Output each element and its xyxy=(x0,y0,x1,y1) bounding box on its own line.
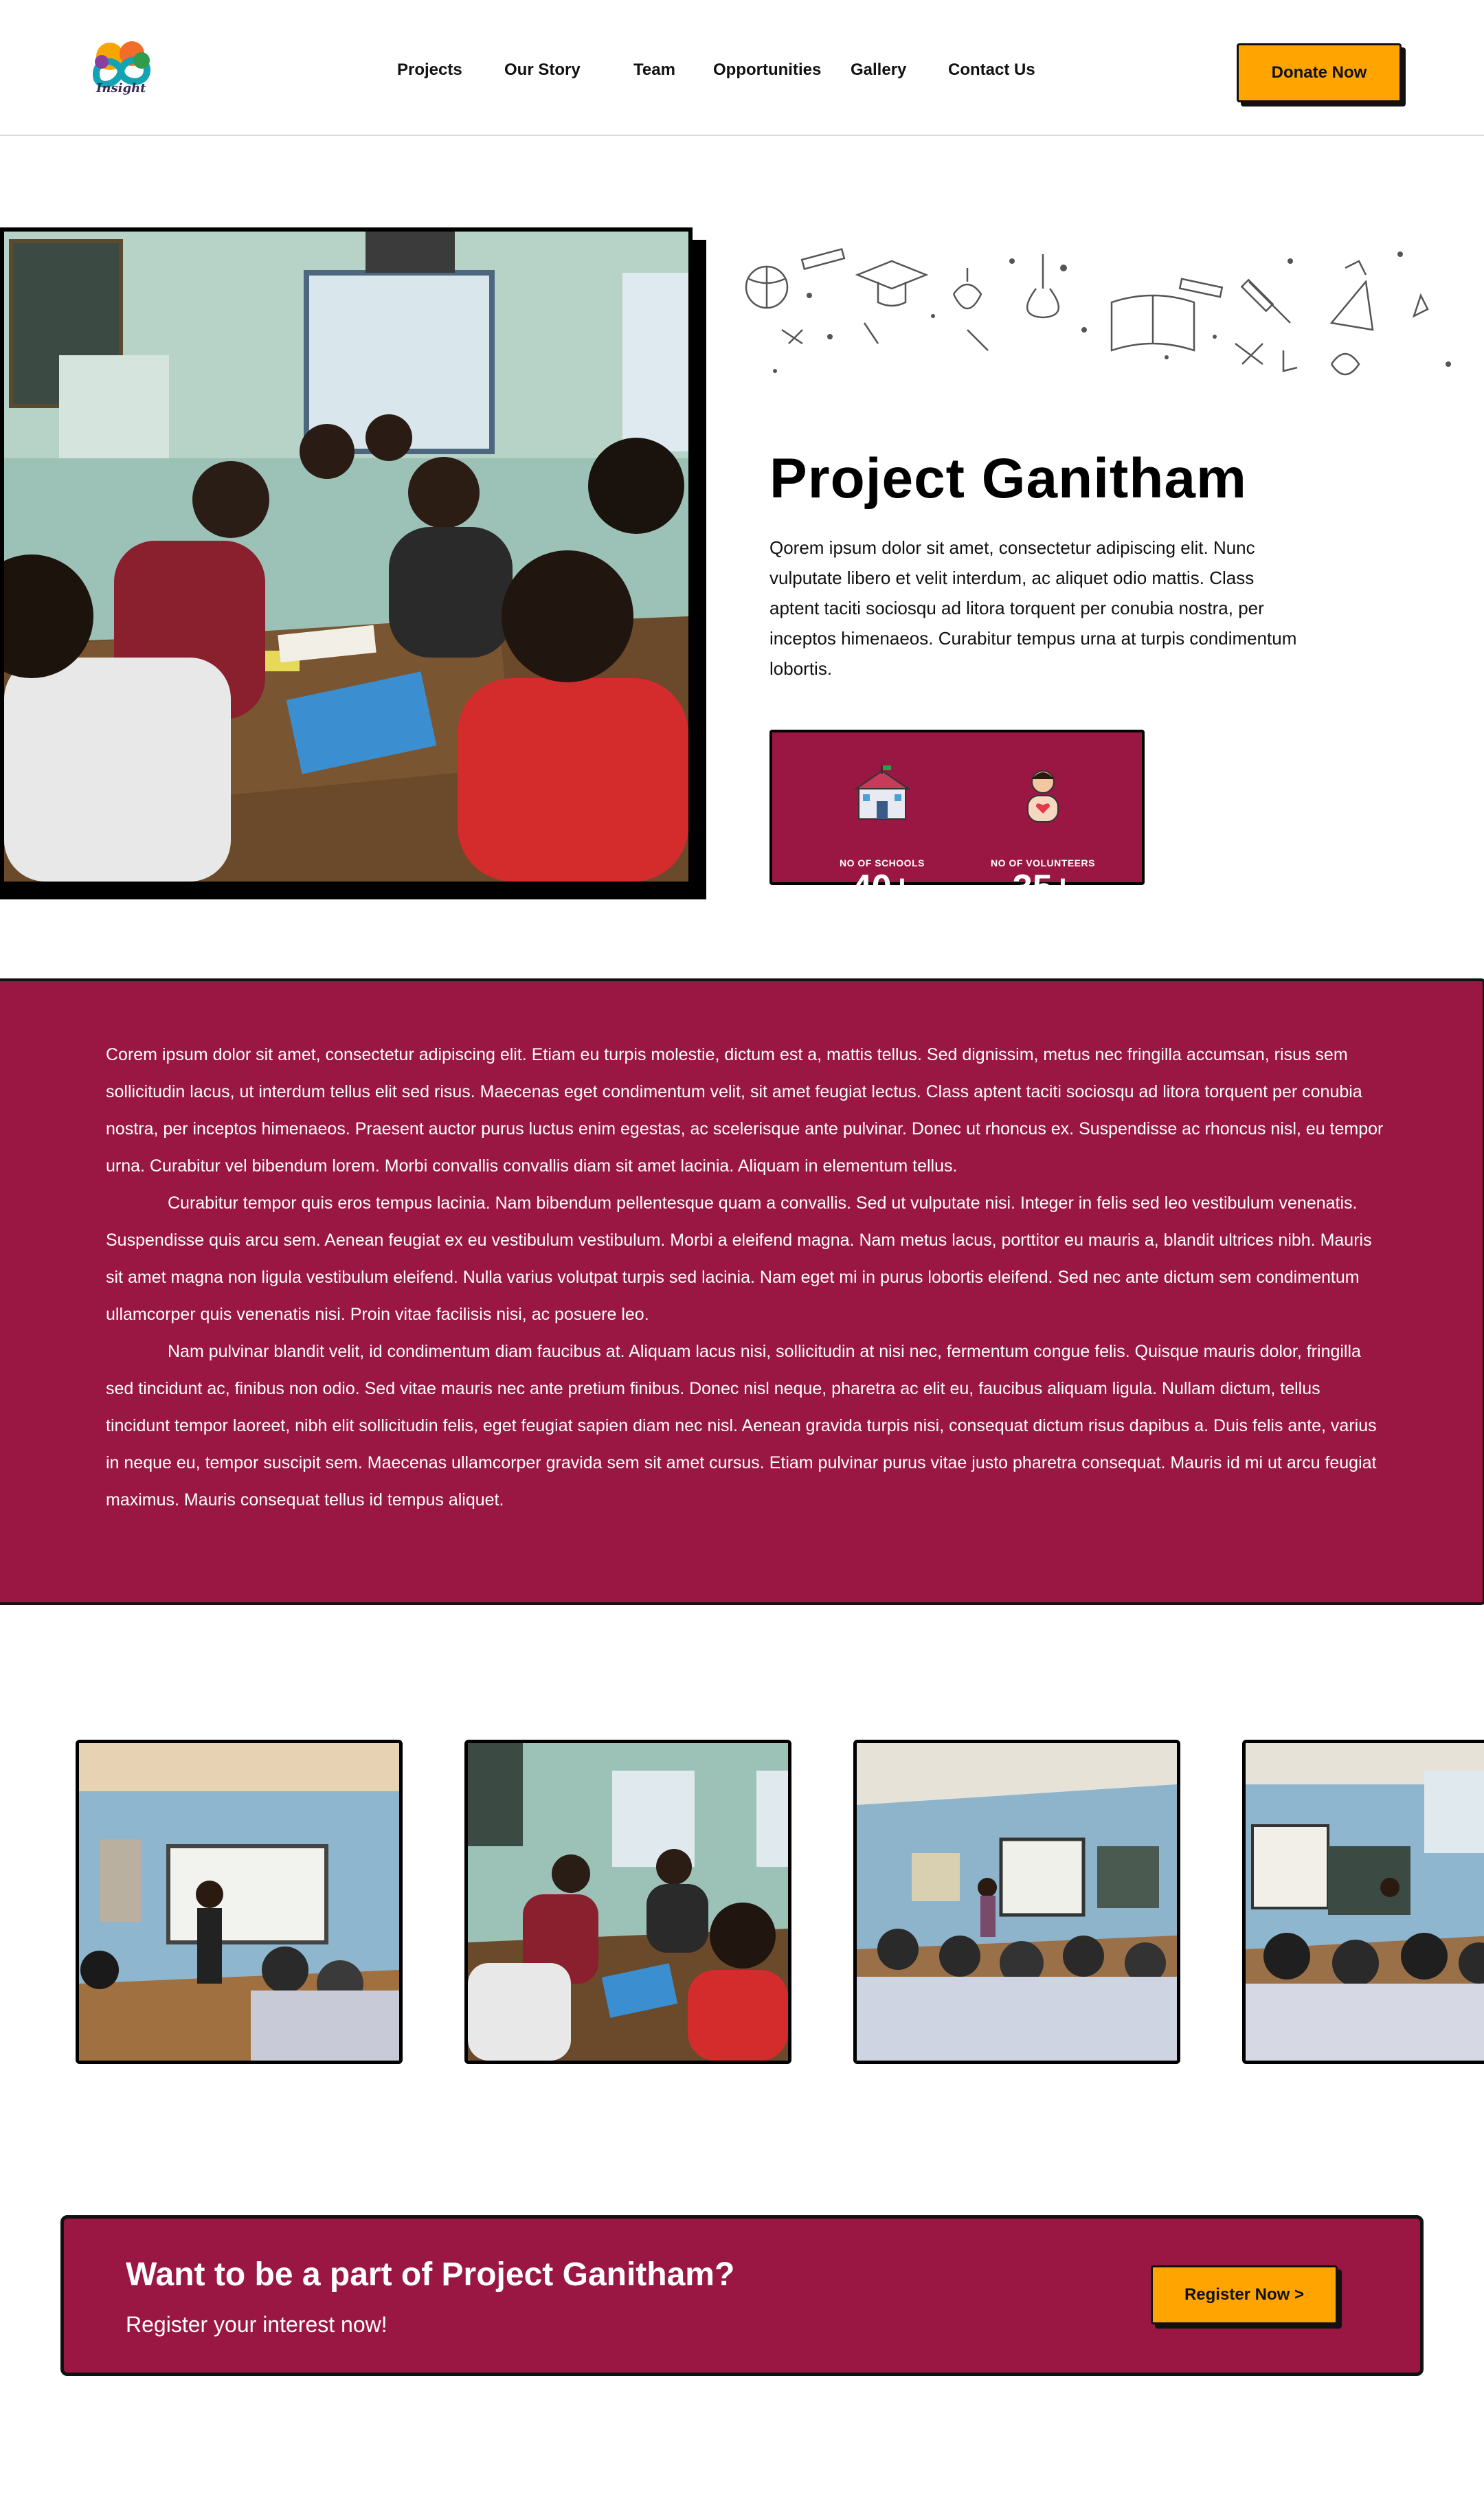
nav-gallery[interactable]: Gallery xyxy=(851,60,907,79)
stat-volunteers-value: 35+ xyxy=(1012,868,1074,908)
brand-logo-text: Insight xyxy=(96,81,146,96)
nav-contact-us[interactable]: Contact Us xyxy=(948,60,1035,79)
nav-team[interactable]: Team xyxy=(633,60,675,79)
project-description-section xyxy=(0,978,1484,1605)
gallery-photo[interactable] xyxy=(1242,1740,1484,2064)
donate-button[interactable]: Donate Now xyxy=(1237,43,1402,102)
cta-title: Want to be a part of Project Ganitham? xyxy=(126,2256,735,2293)
stat-schools-value: 40+ xyxy=(851,868,913,908)
project-stats-card xyxy=(769,730,1145,908)
nav-our-story[interactable]: Our Story xyxy=(504,60,581,79)
project-intro: Qorem ipsum dolor sit amet, consectetur adipiscing elit. Nunc vulputate libero et velit interdum, ac aliquet odio mattis. Class aptent taciti sociosqu ad litora torquent per conubia nostra, per inceptos himenaeos. Curabitur tempus urna at turpis condimentum lobortis. xyxy=(769,537,1297,679)
description-paragraph: Curabitur tempor quis eros tempus lacinia. Nam bibendum pellentesque quam a convallis. Sed ut vulputate nisi. Integer in felis sed leo vestibulum venenatis. Suspendisse quis arcu sem. Aenean feugiat ex eu vestibulum vestibulum. Morbi a eleifend magna. Nam metus lacus, porttitor eu mauris a, blandit ultrices nibh. Mauris sit amet magna non ligula vestibulum eleifend. Nulla varius volutpat turpis sed lacinia. Nam eget mi in purus lobortis eleifend. Sed nec ante dictum sem condimentum ullamcorper quis venenatis nisi. Proin vitae facilisis nisi, ac posuere leo. xyxy=(106,1193,1372,1324)
site-header xyxy=(0,0,1484,136)
school-icon xyxy=(853,765,911,823)
gallery-photo[interactable] xyxy=(853,1740,1180,2064)
cta-subtitle: Register your interest now! xyxy=(126,2312,387,2337)
stat-volunteers-label: NO OF VOLUNTEERS xyxy=(991,857,1095,868)
register-now-button[interactable]: Register Now > xyxy=(1151,2265,1338,2324)
brand-logo[interactable] xyxy=(87,33,157,110)
register-cta xyxy=(60,2215,1424,2376)
school-doodles-illustration xyxy=(741,240,1455,385)
stat-schools-label: NO OF SCHOOLS xyxy=(840,857,925,868)
project-description xyxy=(106,1036,1384,1518)
nav-opportunities[interactable]: Opportunities xyxy=(713,60,822,79)
description-paragraph: Corem ipsum dolor sit amet, consectetur adipiscing elit. Etiam eu turpis molestie, dictum est a, mattis tellus. Sed dignissim, metus nec fringilla accumsan, risus sem sollicitudin lacus, ut interdum tellus elit sed risus. Maecenas eget condimentum velit, sit amet feugiat lectus. Class aptent taciti sociosqu ad litora torquent per conubia nostra, per inceptos himenaeos. Praesent auctor purus luctus enim egestas, ac scelerisque ante pulvinar. Donec ut rhoncus ex. Suspendisse ac rhoncus nisl, eu tempor urna. Curabitur vel bibendum lorem. Morbi convallis convallis diam sit amet lacinia. Aliquam in elementum tellus. xyxy=(106,1045,1384,1176)
volunteer-icon xyxy=(1014,765,1072,823)
hero-photo xyxy=(0,227,693,886)
nav-projects[interactable]: Projects xyxy=(397,60,462,79)
page-title: Project Ganitham xyxy=(769,447,1247,510)
gallery-photo[interactable] xyxy=(76,1740,403,2064)
description-paragraph: Nam pulvinar blandit velit, id condimentum diam faucibus at. Aliquam lacus nisi, sollicitudin at nisi nec, fermentum congue felis. Quisque mauris dolor, fringilla sed tincidunt ac, finibus non odio. Sed vitae mauris nec ante pretium finibus. Donec nisl neque, pharetra ac elit eu, faucibus aliquam ligula. Nullam dictum, tellus tincidunt tempor laoreet, nibh elit sollicitudin felis, eget feugiat sapien diam nec nisl. Aenean gravida turpis nisi, consequat dictum risus dapibus a. Duis felis ante, varius in neque eu, tempor suscipit sem. Maecenas ullamcorper gravida sem sit amet cursus. Etiam pulvinar purus vitae justo pharetra consequat. Mauris id mi ut arcu feugiat maximus. Mauris consequat tellus id tempus aliquet. xyxy=(106,1342,1377,1510)
gallery-photo[interactable] xyxy=(464,1740,791,2064)
